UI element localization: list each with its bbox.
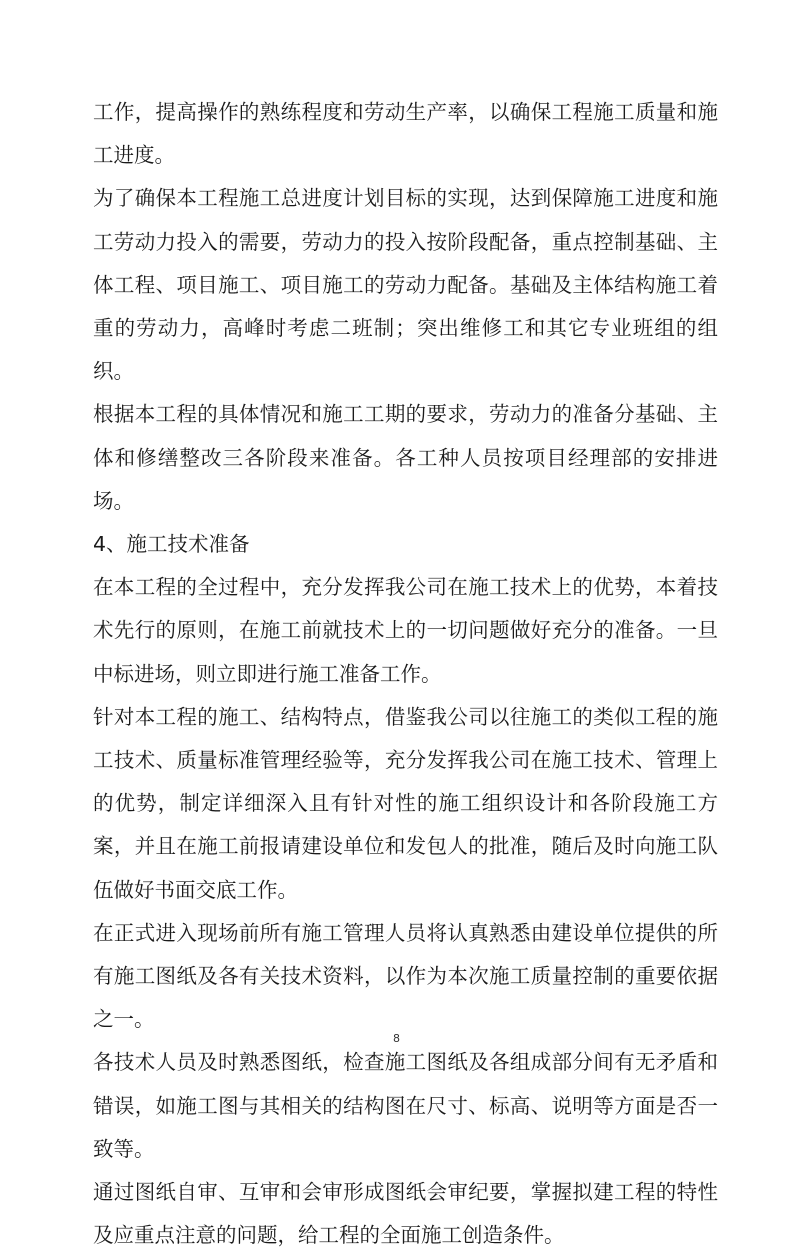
section-title: 施工技术准备 <box>126 532 250 557</box>
paragraph: 通过图纸自审、互审和会审形成图纸会审纪要，掌握拟建工程的特性及应重点注意的问题，给工程的全面施工创造条件。 <box>93 1180 718 1248</box>
document-page <box>93 91 718 1257</box>
paragraph: 根据本工程的具体情况和施工工期的要求，劳动力的准备分基础、主体和修缮整改三各阶段来准备。各工种人员按项目经理部的安排进场。 <box>93 402 718 513</box>
paragraph: 工作，提高操作的熟练程度和劳动生产率，以确保工程施工质量和施工进度。 <box>93 100 718 168</box>
paragraph: 在本工程的全过程中，充分发挥我公司在施工技术上的优势，本着技术先行的原则，在施工前就技术上的一切问题做好充分的准备。一旦中标进场，则立即进行施工准备工作。 <box>93 575 718 686</box>
paragraph: 针对本工程的施工、结构特点，借鉴我公司以往施工的类似工程的施工技术、质量标准管理经验等，充分发挥我公司在施工技术、管理上的优势，制定详细深入且有针对性的施工组织设计和各阶段施工方案，并且在施工前报请建设单位和发包人的批准，随后及时向施工队伍做好书面交底工作。 <box>93 704 718 902</box>
paragraph: 各技术人员及时熟悉图纸，检查施工图纸及各组成部分间有无矛盾和错误，如施工图与其相关的结构图在尺寸、标高、说明等方面是否一致等。 <box>93 1050 718 1161</box>
paragraph: 在正式进入现场前所有施工管理人员将认真熟悉由建设单位提供的所有施工图纸及各有关技术资料，以作为本次施工质量控制的重要依据之一。 <box>93 920 718 1032</box>
section-number: 4 <box>93 532 107 557</box>
section-separator: 、 <box>106 532 127 557</box>
section-heading <box>93 523 718 566</box>
paragraph: 为了确保本工程施工总进度计划目标的实现，达到保障施工进度和施工劳动力投入的需要，劳动力的投入按阶段配备，重点控制基础、主体工程、项目施工、项目施工的劳动力配备。基础及主体结构施工着重的劳动力，高峰时考虑二班制；突出维修工和其它专业班组的组织。 <box>93 186 718 384</box>
page-number: 8 <box>393 1032 400 1045</box>
